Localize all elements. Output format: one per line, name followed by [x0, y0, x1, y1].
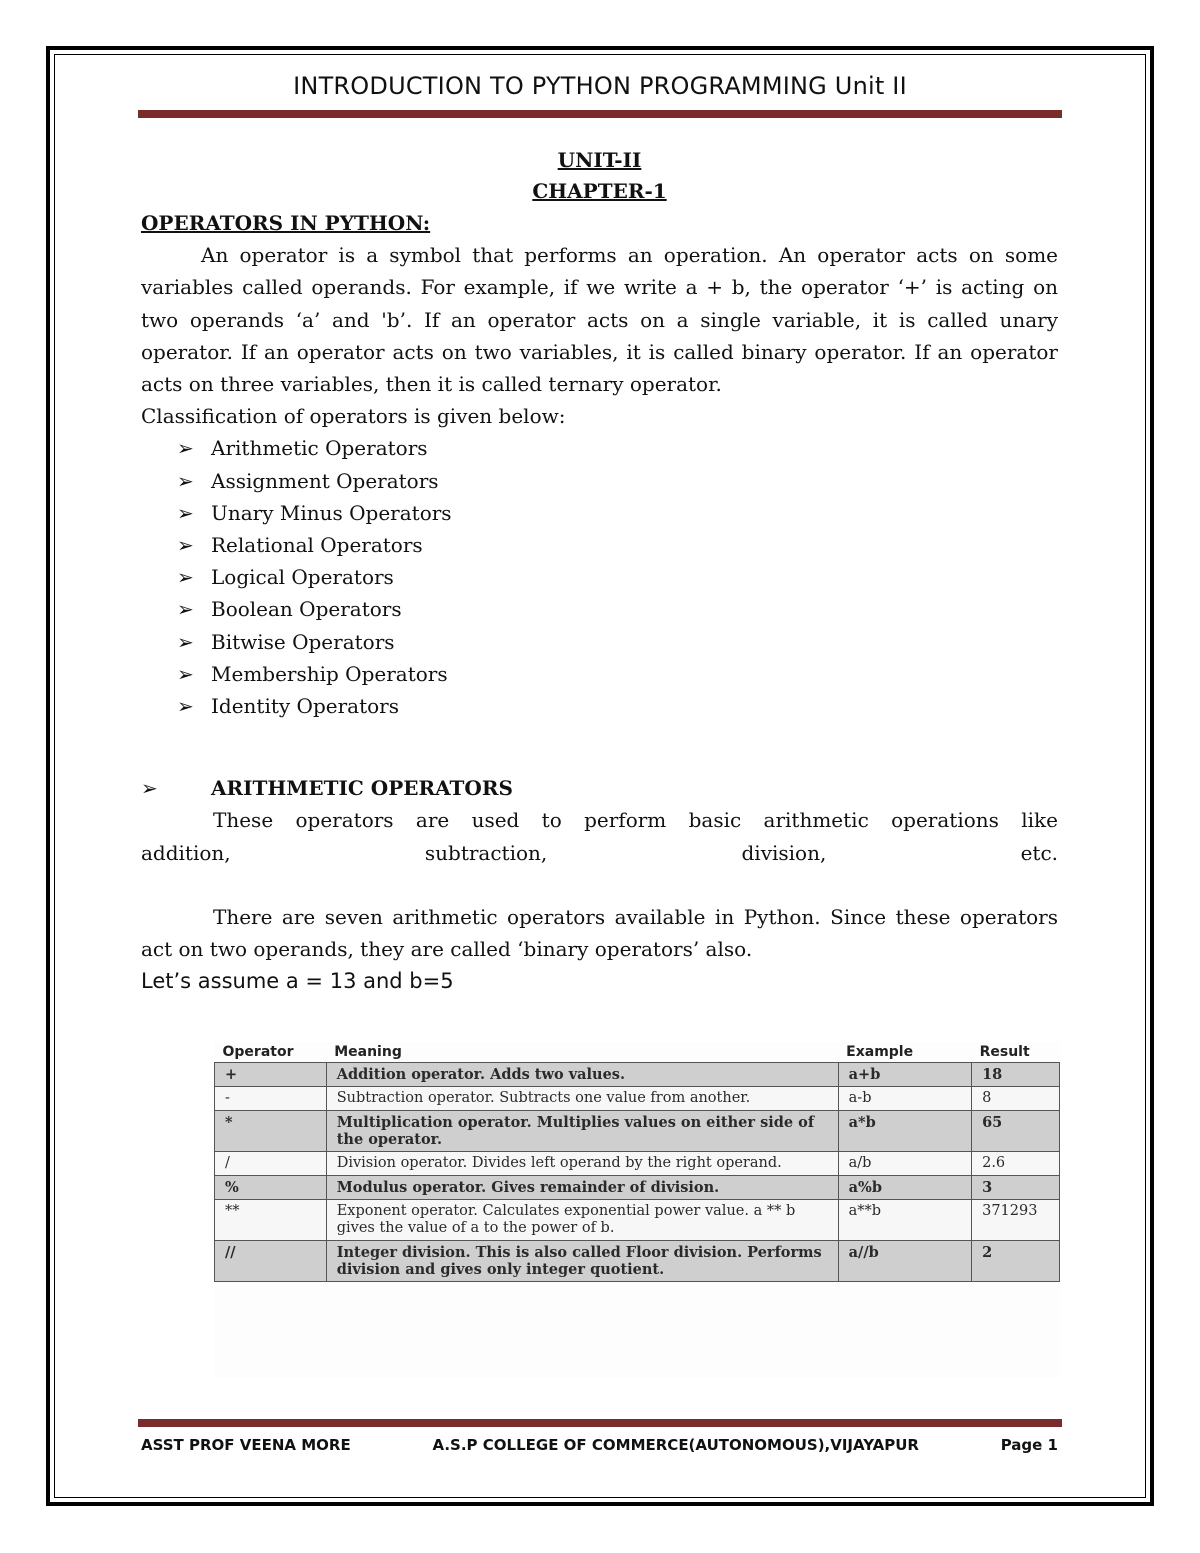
list-item: ➢ Bitwise Operators — [177, 626, 1058, 658]
list-item: ➢ Membership Operators — [177, 658, 1058, 690]
table-header-meaning: Meaning — [334, 1044, 402, 1060]
list-item: ➢ Boolean Operators — [177, 593, 1058, 625]
footer-college: A.S.P COLLEGE OF COMMERCE(AUTONOMOUS),VIJAYAPUR — [432, 1436, 919, 1454]
header-rule — [138, 110, 1062, 118]
table-row: - Subtraction operator. Subtracts one value from another. a-b 8 — [215, 1087, 1060, 1111]
arrow-bullet-icon: ➢ — [177, 468, 194, 493]
chapter-heading: CHAPTER-1 — [532, 179, 667, 203]
list-item: ➢ Unary Minus Operators — [177, 497, 1058, 529]
table-row: / Division operator. Divides left operand by the right operand. a/b 2.6 — [215, 1152, 1060, 1176]
arithmetic-paragraph-1: These operators are used to perform basic arithmetic operations like — [213, 808, 1058, 833]
footer-author: ASST PROF VEENA MORE — [141, 1436, 351, 1454]
list-item: ➢ Logical Operators — [177, 561, 1058, 593]
header-title: INTRODUCTION TO PYTHON PROGRAMMING Unit II — [293, 72, 907, 100]
table-header-result: Result — [979, 1044, 1030, 1060]
section-title-arithmetic: ➢ ARITHMETIC OPERATORS — [141, 772, 1058, 804]
assumption-line: Let’s assume a = 13 and b=5 — [141, 969, 454, 994]
footer-page-number: Page 1 — [1000, 1436, 1058, 1454]
table-row: * Multiplication operator. Multiplies values on either side of the operator. a*b 65 — [215, 1111, 1060, 1152]
arithmetic-paragraph-2: There are seven arithmetic operators available in Python. Since these operators act on two operands, they are called ‘binary operators’ also. — [141, 904, 1058, 962]
arithmetic-paragraph-1-line2: addition, subtraction, division, etc. — [141, 840, 1059, 865]
arrow-bullet-icon: ➢ — [177, 661, 194, 686]
arrow-bullet-icon: ➢ — [177, 533, 194, 558]
table-row: // Integer division. This is also called Floor division. Performs division and gives only integer quotient. a//b 2 — [215, 1241, 1060, 1282]
arrow-bullet-icon: ➢ — [177, 629, 194, 654]
arrow-bullet-icon: ➢ — [177, 565, 194, 590]
section-title-operators: OPERATORS IN PYTHON: — [141, 211, 431, 235]
table-row: + Addition operator. Adds two values. a+b 18 — [215, 1063, 1060, 1087]
table-row: % Modulus operator. Gives remainder of division. a%b 3 — [215, 1176, 1060, 1200]
list-item: ➢ Relational Operators — [177, 529, 1058, 561]
list-item: ➢ Assignment Operators — [177, 465, 1058, 497]
arrow-bullet-icon: ➢ — [177, 500, 194, 525]
page-footer — [141, 1436, 1058, 1454]
unit-heading: UNIT-II — [557, 148, 642, 172]
arrow-bullet-icon: ➢ — [141, 776, 158, 801]
footer-rule — [138, 1419, 1062, 1427]
table-row: ** Exponent operator. Calculates exponential power value. a ** b gives the value of a to the power of b. a**b 371293 — [215, 1200, 1060, 1241]
list-item: ➢ Arithmetic Operators — [177, 432, 1058, 464]
arrow-bullet-icon: ➢ — [177, 694, 194, 719]
table-header-example: Example — [846, 1044, 914, 1060]
arithmetic-operators-table — [214, 1042, 1060, 1378]
arrow-bullet-icon: ➢ — [177, 436, 194, 461]
classification-intro: Classification of operators is given below: — [141, 404, 566, 429]
operator-types-list — [141, 432, 1058, 722]
arrow-bullet-icon: ➢ — [177, 597, 194, 622]
operators-intro-paragraph: An operator is a symbol that performs an operation. An operator acts on some variables called operands. For example, if we write a + b, the operator ‘+’ is acting on two operands ‘a’ and 'b’. If an operator acts on a single variable, it is called unary operator. If an operator acts on two variables, it is called binary operator. If an operator acts on three variables, then it is called ternary operator. — [141, 243, 1058, 397]
page-content — [141, 145, 1058, 997]
table-header-operator: Operator — [222, 1044, 294, 1060]
list-item: ➢ Identity Operators — [177, 690, 1058, 722]
